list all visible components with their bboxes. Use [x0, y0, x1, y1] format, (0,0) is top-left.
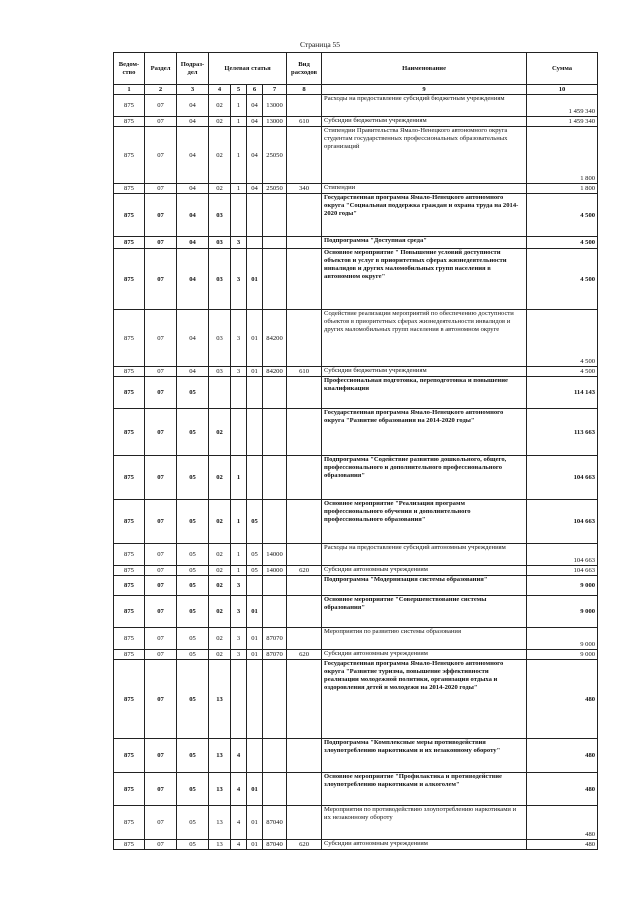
cell-subprogram: 3 — [231, 367, 247, 377]
cell-direction — [263, 660, 287, 739]
cell-event: 04 — [247, 184, 263, 194]
column-number: 10 — [527, 85, 598, 95]
cell-program: 02 — [209, 95, 231, 117]
cell-vedomstvo: 875 — [114, 95, 145, 117]
cell-program: 13 — [209, 840, 231, 850]
cell-event: 01 — [247, 773, 263, 806]
table-row — [114, 367, 598, 377]
column-number: 5 — [231, 85, 247, 95]
cell-razdel: 07 — [145, 739, 177, 773]
cell-vid-raskhodov — [287, 237, 322, 249]
cell-razdel: 07 — [145, 660, 177, 739]
cell-vid-raskhodov — [287, 249, 322, 310]
cell-podrazdel: 05 — [177, 500, 209, 544]
cell-event — [247, 377, 263, 409]
column-number: 3 — [177, 85, 209, 95]
cell-vedomstvo: 875 — [114, 367, 145, 377]
cell-vid-raskhodov — [287, 310, 322, 367]
header-summa: Сумма — [527, 53, 598, 85]
table-row — [114, 194, 598, 237]
cell-razdel: 07 — [145, 194, 177, 237]
cell-event: 04 — [247, 127, 263, 184]
cell-summa: 9 000 — [527, 596, 598, 628]
cell-subprogram: 1 — [231, 456, 247, 500]
cell-summa: 104 663 — [527, 456, 598, 500]
cell-event: 01 — [247, 628, 263, 650]
cell-event: 05 — [247, 500, 263, 544]
cell-event — [247, 409, 263, 456]
cell-razdel: 07 — [145, 544, 177, 566]
cell-summa: 480 — [527, 773, 598, 806]
cell-razdel: 07 — [145, 628, 177, 650]
cell-summa: 104 663 — [527, 566, 598, 576]
cell-naimenovanie: Подпрограмма "Доступная среда" — [322, 237, 527, 249]
cell-summa: 114 143 — [527, 377, 598, 409]
table-row — [114, 184, 598, 194]
cell-naimenovanie: Стипендии Правительства Ямало-Ненецкого автономного округа студентам государственных профессиональных образовательных организаций — [322, 127, 527, 184]
cell-naimenovanie: Подпрограмма "Комплексные меры противодействия злоупотреблению наркотиками и их незаконному обороту" — [322, 739, 527, 773]
header-celevaya-statya: Целевая статья — [209, 53, 287, 85]
cell-vedomstvo: 875 — [114, 500, 145, 544]
cell-vid-raskhodov — [287, 377, 322, 409]
cell-vedomstvo: 875 — [114, 596, 145, 628]
cell-naimenovanie: Субсидии бюджетным учреждениям — [322, 117, 527, 127]
cell-event — [247, 194, 263, 237]
cell-razdel: 07 — [145, 566, 177, 576]
cell-naimenovanie: Профессиональная подготовка, переподготовка и повышение квалификации — [322, 377, 527, 409]
cell-naimenovanie: Основное мероприятие "Совершенствование системы образования" — [322, 596, 527, 628]
cell-program: 02 — [209, 596, 231, 628]
cell-razdel: 07 — [145, 500, 177, 544]
cell-podrazdel: 05 — [177, 409, 209, 456]
cell-program: 13 — [209, 773, 231, 806]
cell-summa: 1 800 — [527, 184, 598, 194]
cell-vid-raskhodov: 610 — [287, 367, 322, 377]
cell-vedomstvo: 875 — [114, 650, 145, 660]
table-row — [114, 739, 598, 773]
cell-naimenovanie: Стипендии — [322, 184, 527, 194]
cell-direction: 84200 — [263, 310, 287, 367]
cell-summa: 4 500 — [527, 237, 598, 249]
cell-direction: 87070 — [263, 628, 287, 650]
cell-vedomstvo: 875 — [114, 660, 145, 739]
cell-naimenovanie: Субсидии автономным учреждениям — [322, 840, 527, 850]
cell-direction — [263, 596, 287, 628]
cell-subprogram: 4 — [231, 840, 247, 850]
cell-subprogram: 1 — [231, 95, 247, 117]
cell-direction — [263, 576, 287, 596]
cell-vedomstvo: 875 — [114, 576, 145, 596]
cell-program: 03 — [209, 367, 231, 377]
cell-subprogram: 1 — [231, 544, 247, 566]
cell-summa: 480 — [527, 739, 598, 773]
cell-summa: 4 500 — [527, 194, 598, 237]
cell-subprogram: 3 — [231, 596, 247, 628]
cell-direction — [263, 377, 287, 409]
cell-summa: 4 500 — [527, 310, 598, 367]
cell-subprogram — [231, 660, 247, 739]
cell-vid-raskhodov — [287, 628, 322, 650]
column-number: 8 — [287, 85, 322, 95]
cell-program: 03 — [209, 237, 231, 249]
cell-direction: 14000 — [263, 544, 287, 566]
cell-podrazdel: 04 — [177, 249, 209, 310]
table-row — [114, 840, 598, 850]
cell-program: 02 — [209, 184, 231, 194]
cell-vid-raskhodov — [287, 127, 322, 184]
cell-direction: 13000 — [263, 117, 287, 127]
cell-program: 02 — [209, 500, 231, 544]
cell-podrazdel: 05 — [177, 377, 209, 409]
cell-podrazdel: 04 — [177, 184, 209, 194]
cell-vid-raskhodov: 620 — [287, 840, 322, 850]
cell-vedomstvo: 875 — [114, 840, 145, 850]
cell-summa: 480 — [527, 840, 598, 850]
cell-subprogram: 3 — [231, 628, 247, 650]
cell-podrazdel: 05 — [177, 456, 209, 500]
cell-direction: 14000 — [263, 566, 287, 576]
cell-naimenovanie: Субсидии автономным учреждениям — [322, 650, 527, 660]
cell-direction — [263, 409, 287, 456]
column-number: 4 — [209, 85, 231, 95]
cell-razdel: 07 — [145, 456, 177, 500]
cell-program: 03 — [209, 194, 231, 237]
cell-naimenovanie: Государственная программа Ямало-Ненецкого автономного округа "Социальная поддержка граждан и охрана труда на 2014-2020 годы" — [322, 194, 527, 237]
cell-podrazdel: 05 — [177, 660, 209, 739]
cell-direction — [263, 456, 287, 500]
cell-vedomstvo: 875 — [114, 456, 145, 500]
cell-program: 02 — [209, 576, 231, 596]
cell-podrazdel: 04 — [177, 194, 209, 237]
cell-subprogram: 3 — [231, 310, 247, 367]
cell-razdel: 07 — [145, 576, 177, 596]
cell-naimenovanie: Субсидии автономным учреждениям — [322, 566, 527, 576]
cell-subprogram: 4 — [231, 773, 247, 806]
cell-naimenovanie: Расходы на предоставление субсидий автономным учреждениям — [322, 544, 527, 566]
table-row — [114, 576, 598, 596]
cell-program: 02 — [209, 628, 231, 650]
cell-naimenovanie: Содействие реализации мероприятий по обеспечению доступности объектов в приоритетных сферах жизнедеятельности инвалидов и других маломобильных групп населения в автономном округе — [322, 310, 527, 367]
cell-vid-raskhodov: 340 — [287, 184, 322, 194]
cell-vid-raskhodov — [287, 456, 322, 500]
cell-razdel: 07 — [145, 117, 177, 127]
table-row — [114, 660, 598, 739]
table-row — [114, 650, 598, 660]
table-row — [114, 127, 598, 184]
cell-event: 05 — [247, 544, 263, 566]
cell-naimenovanie: Подпрограмма "Содействие развитию дошкольного, общего, профессионального и дополнительного профессионального образования" — [322, 456, 527, 500]
page-number: Страница 55 — [299, 40, 341, 49]
cell-razdel: 07 — [145, 95, 177, 117]
budget-table — [113, 52, 598, 850]
cell-naimenovanie: Государственная программа Ямало-Ненецкого автономного округа "Развитие образования на 2014-2020 годы" — [322, 409, 527, 456]
cell-direction — [263, 773, 287, 806]
column-number: 2 — [145, 85, 177, 95]
cell-direction: 87070 — [263, 650, 287, 660]
cell-naimenovanie: Мероприятия по противодействию злоупотреблению наркотиками и их незаконному обороту — [322, 806, 527, 840]
cell-direction: 87040 — [263, 806, 287, 840]
cell-summa: 9 000 — [527, 650, 598, 660]
header-vedomstvo: Ведом-ство — [114, 53, 145, 85]
cell-direction: 87040 — [263, 840, 287, 850]
cell-subprogram: 3 — [231, 237, 247, 249]
cell-vid-raskhodov — [287, 544, 322, 566]
table-row — [114, 596, 598, 628]
cell-vedomstvo: 875 — [114, 127, 145, 184]
cell-subprogram: 1 — [231, 127, 247, 184]
cell-direction — [263, 237, 287, 249]
cell-direction — [263, 249, 287, 310]
cell-subprogram — [231, 409, 247, 456]
column-number: 1 — [114, 85, 145, 95]
cell-program: 13 — [209, 806, 231, 840]
table-row — [114, 310, 598, 367]
cell-vid-raskhodov — [287, 806, 322, 840]
column-number: 9 — [322, 85, 527, 95]
cell-vedomstvo: 875 — [114, 194, 145, 237]
table-row — [114, 773, 598, 806]
cell-vedomstvo: 875 — [114, 544, 145, 566]
cell-podrazdel: 05 — [177, 650, 209, 660]
cell-summa: 104 663 — [527, 500, 598, 544]
cell-razdel: 07 — [145, 249, 177, 310]
cell-podrazdel: 04 — [177, 127, 209, 184]
cell-event — [247, 739, 263, 773]
table-row — [114, 117, 598, 127]
cell-summa: 104 663 — [527, 544, 598, 566]
cell-subprogram: 3 — [231, 650, 247, 660]
cell-vedomstvo: 875 — [114, 310, 145, 367]
cell-subprogram: 3 — [231, 249, 247, 310]
cell-naimenovanie: Подпрограмма "Модернизация системы образования" — [322, 576, 527, 596]
cell-naimenovanie: Мероприятия по развитию системы образования — [322, 628, 527, 650]
cell-program: 13 — [209, 739, 231, 773]
cell-summa: 4 500 — [527, 367, 598, 377]
cell-event: 01 — [247, 310, 263, 367]
cell-program: 02 — [209, 650, 231, 660]
cell-summa: 9 000 — [527, 576, 598, 596]
cell-direction — [263, 500, 287, 544]
cell-podrazdel: 05 — [177, 566, 209, 576]
cell-event: 05 — [247, 566, 263, 576]
cell-summa: 113 663 — [527, 409, 598, 456]
cell-subprogram: 1 — [231, 184, 247, 194]
cell-razdel: 07 — [145, 596, 177, 628]
cell-vid-raskhodov — [287, 409, 322, 456]
cell-podrazdel: 05 — [177, 806, 209, 840]
cell-vedomstvo: 875 — [114, 806, 145, 840]
cell-direction — [263, 739, 287, 773]
cell-event: 01 — [247, 596, 263, 628]
table-body — [114, 95, 598, 850]
cell-program: 02 — [209, 117, 231, 127]
cell-subprogram — [231, 194, 247, 237]
cell-vedomstvo: 875 — [114, 409, 145, 456]
cell-podrazdel: 05 — [177, 544, 209, 566]
header-podrazdel: Подраз-дел — [177, 53, 209, 85]
cell-subprogram: 4 — [231, 806, 247, 840]
header-naimenovanie: Наименование — [322, 53, 527, 85]
cell-razdel: 07 — [145, 773, 177, 806]
column-number: 6 — [247, 85, 263, 95]
cell-summa: 480 — [527, 660, 598, 739]
cell-razdel: 07 — [145, 650, 177, 660]
cell-summa: 9 000 — [527, 628, 598, 650]
cell-vedomstvo: 875 — [114, 628, 145, 650]
cell-event: 01 — [247, 840, 263, 850]
header-razdel: Раздел — [145, 53, 177, 85]
cell-program: 02 — [209, 127, 231, 184]
cell-vedomstvo: 875 — [114, 566, 145, 576]
cell-vid-raskhodov — [287, 500, 322, 544]
cell-razdel: 07 — [145, 840, 177, 850]
cell-program — [209, 377, 231, 409]
cell-subprogram: 1 — [231, 566, 247, 576]
table-row — [114, 544, 598, 566]
cell-program: 02 — [209, 566, 231, 576]
cell-program: 03 — [209, 249, 231, 310]
cell-naimenovanie: Основное мероприятие "Профилактика и противодействие злоупотреблению наркотиками и алкоголем" — [322, 773, 527, 806]
table-row — [114, 237, 598, 249]
cell-subprogram: 3 — [231, 576, 247, 596]
cell-naimenovanie: Основное мероприятие " Повышение условий доступности объектов и услуг в приоритетных сферах жизнедеятельности инвалидов и других маломобильных групп населения в автономном округе" — [322, 249, 527, 310]
cell-event: 01 — [247, 806, 263, 840]
cell-subprogram: 1 — [231, 500, 247, 544]
cell-event: 04 — [247, 117, 263, 127]
table-row — [114, 806, 598, 840]
cell-program: 02 — [209, 456, 231, 500]
cell-vid-raskhodov — [287, 739, 322, 773]
cell-event: 01 — [247, 249, 263, 310]
cell-vid-raskhodov: 610 — [287, 117, 322, 127]
cell-program: 03 — [209, 310, 231, 367]
cell-vid-raskhodov — [287, 596, 322, 628]
cell-podrazdel: 04 — [177, 117, 209, 127]
cell-direction: 25050 — [263, 184, 287, 194]
cell-naimenovanie: Субсидии бюджетным учреждениям — [322, 367, 527, 377]
cell-razdel: 07 — [145, 184, 177, 194]
cell-podrazdel: 05 — [177, 739, 209, 773]
cell-event — [247, 456, 263, 500]
header-vid-raskhodov: Вид расходов — [287, 53, 322, 85]
cell-program: 13 — [209, 660, 231, 739]
cell-naimenovanie: Расходы на предоставление субсидий бюджетным учреждениям — [322, 95, 527, 117]
cell-vid-raskhodov: 620 — [287, 566, 322, 576]
cell-summa: 480 — [527, 806, 598, 840]
table-row — [114, 409, 598, 456]
cell-summa: 1 800 — [527, 127, 598, 184]
cell-summa: 1 459 340 — [527, 117, 598, 127]
cell-vedomstvo: 875 — [114, 184, 145, 194]
cell-summa: 1 459 340 — [527, 95, 598, 117]
cell-podrazdel: 04 — [177, 367, 209, 377]
cell-podrazdel: 04 — [177, 237, 209, 249]
cell-vedomstvo: 875 — [114, 377, 145, 409]
cell-razdel: 07 — [145, 409, 177, 456]
cell-podrazdel: 04 — [177, 310, 209, 367]
cell-summa: 4 500 — [527, 249, 598, 310]
cell-vid-raskhodov — [287, 194, 322, 237]
cell-event — [247, 576, 263, 596]
cell-direction — [263, 194, 287, 237]
cell-program: 02 — [209, 409, 231, 456]
cell-program: 02 — [209, 544, 231, 566]
cell-event — [247, 237, 263, 249]
cell-naimenovanie: Основное мероприятие "Реализация программ профессионального обучения и дополнительного профессионального образования" — [322, 500, 527, 544]
cell-vedomstvo: 875 — [114, 249, 145, 310]
cell-vid-raskhodov — [287, 773, 322, 806]
cell-vedomstvo: 875 — [114, 117, 145, 127]
cell-podrazdel: 04 — [177, 95, 209, 117]
cell-vid-raskhodov — [287, 660, 322, 739]
cell-razdel: 07 — [145, 237, 177, 249]
cell-razdel: 07 — [145, 367, 177, 377]
column-number-row — [114, 85, 598, 95]
cell-direction: 13000 — [263, 95, 287, 117]
table-row — [114, 500, 598, 544]
cell-razdel: 07 — [145, 806, 177, 840]
cell-event — [247, 660, 263, 739]
table-row — [114, 566, 598, 576]
cell-direction: 25050 — [263, 127, 287, 184]
cell-subprogram — [231, 377, 247, 409]
cell-vid-raskhodov — [287, 576, 322, 596]
cell-podrazdel: 05 — [177, 576, 209, 596]
table-row — [114, 456, 598, 500]
table-row — [114, 249, 598, 310]
cell-razdel: 07 — [145, 127, 177, 184]
cell-podrazdel: 05 — [177, 773, 209, 806]
cell-event: 04 — [247, 95, 263, 117]
cell-direction: 84200 — [263, 367, 287, 377]
cell-podrazdel: 05 — [177, 840, 209, 850]
cell-vedomstvo: 875 — [114, 237, 145, 249]
column-number: 7 — [263, 85, 287, 95]
cell-subprogram: 1 — [231, 117, 247, 127]
cell-vedomstvo: 875 — [114, 739, 145, 773]
cell-vid-raskhodov — [287, 95, 322, 117]
table-row — [114, 95, 598, 117]
cell-razdel: 07 — [145, 310, 177, 367]
cell-event: 01 — [247, 650, 263, 660]
cell-razdel: 07 — [145, 377, 177, 409]
cell-naimenovanie: Государственная программа Ямало-Ненецкого автономного округа "Развитие туризма, повышение эффективности реализации молодежной политики, организация отдыха и оздоровления детей и молодежи на 2014-2020 годы" — [322, 660, 527, 739]
cell-vedomstvo: 875 — [114, 773, 145, 806]
table-row — [114, 377, 598, 409]
cell-event: 01 — [247, 367, 263, 377]
cell-vid-raskhodov: 620 — [287, 650, 322, 660]
cell-subprogram: 4 — [231, 739, 247, 773]
table-row — [114, 628, 598, 650]
cell-podrazdel: 05 — [177, 628, 209, 650]
cell-podrazdel: 05 — [177, 596, 209, 628]
